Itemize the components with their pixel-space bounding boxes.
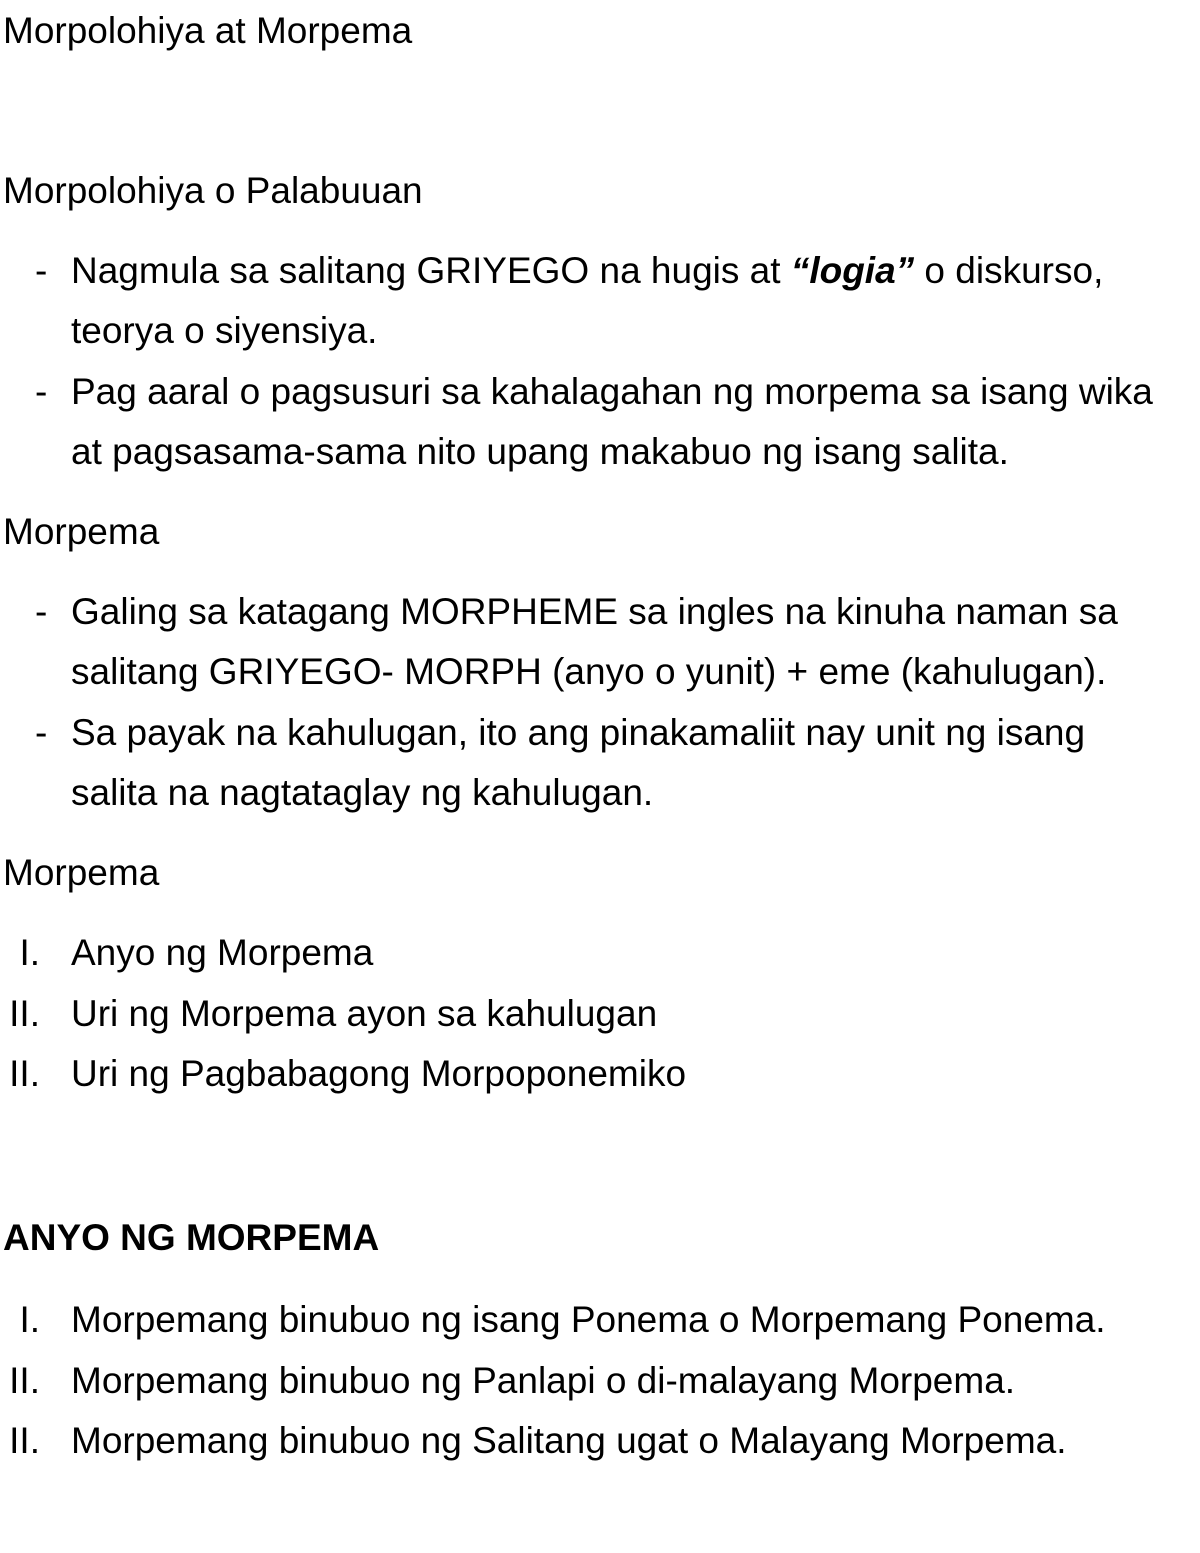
- list-item-text: Morpemang binubuo ng isang Ponema o Morpemang Ponema.: [71, 1299, 1106, 1340]
- list-item-text-line: at pagsasama-sama nito upang makabuo ng isang salita.: [71, 431, 1009, 472]
- list-item-text-line: Sa payak na kahulugan, ito ang pinakamaliit nay unit ng isang: [71, 712, 1086, 753]
- emphasized-term: “logia”: [790, 250, 915, 291]
- list-item: [0, 250, 1200, 351]
- list-item: [0, 712, 1200, 813]
- list-item-text: Uri ng Pagbabagong Morpoponemiko: [71, 1053, 687, 1094]
- text-segment: Nagmula sa salitang GRIYEGO na hugis at: [71, 250, 791, 291]
- roman-numeral-marker: I.: [19, 932, 40, 973]
- list-item: [0, 1055, 1200, 1100]
- list-item: [0, 1422, 1200, 1467]
- roman-numeral-marker: II.: [9, 993, 40, 1034]
- section-heading-morpolohiya: Morpolohiya o Palabuuan: [3, 170, 423, 211]
- list-item-text: Anyo ng Morpema: [71, 932, 374, 973]
- list-item: [0, 934, 1200, 979]
- section-heading-morpema-outline: Morpema: [3, 852, 160, 893]
- roman-numeral-marker: II.: [9, 1360, 40, 1401]
- list-item-text-line: Galing sa katagang MORPHEME sa ingles na kinuha naman sa: [71, 591, 1118, 632]
- list-item-text: Morpemang binubuo ng Panlapi o di-malayang Morpema.: [71, 1360, 1016, 1401]
- section-heading-morpema: Morpema: [3, 511, 160, 552]
- list-item-text: Morpemang binubuo ng Salitang ugat o Malayang Morpema.: [71, 1420, 1067, 1461]
- list-item-text-line: [71, 252, 1103, 289]
- roman-numeral-marker: I.: [19, 1299, 40, 1340]
- bullet-marker: -: [35, 371, 48, 412]
- bullet-marker: -: [35, 250, 48, 291]
- list-item: [0, 1301, 1200, 1346]
- bullet-marker: -: [35, 591, 48, 632]
- roman-numeral-marker: II.: [9, 1053, 40, 1094]
- list-item-text-line: salita na nagtataglay ng kahulugan.: [71, 772, 654, 813]
- document-title: Morpolohiya at Morpema: [3, 10, 413, 51]
- text-segment: o diskurso,: [914, 250, 1104, 291]
- list-item-text: Uri ng Morpema ayon sa kahulugan: [71, 993, 658, 1034]
- list-item: [0, 371, 1200, 472]
- list-item-text-line: Pag aaral o pagsusuri sa kahalagahan ng morpema sa isang wika: [71, 371, 1153, 412]
- list-item-text-line: salitang GRIYEGO- MORPH (anyo o yunit) + eme (kahulugan).: [71, 651, 1107, 692]
- bullet-marker: -: [35, 712, 48, 753]
- section-heading-anyo: ANYO NG MORPEMA: [3, 1217, 380, 1258]
- list-item-text-line: teorya o siyensiya.: [71, 310, 378, 351]
- list-item: [0, 995, 1200, 1040]
- roman-numeral-marker: II.: [9, 1420, 40, 1461]
- list-item: [0, 1362, 1200, 1407]
- list-item: [0, 591, 1200, 692]
